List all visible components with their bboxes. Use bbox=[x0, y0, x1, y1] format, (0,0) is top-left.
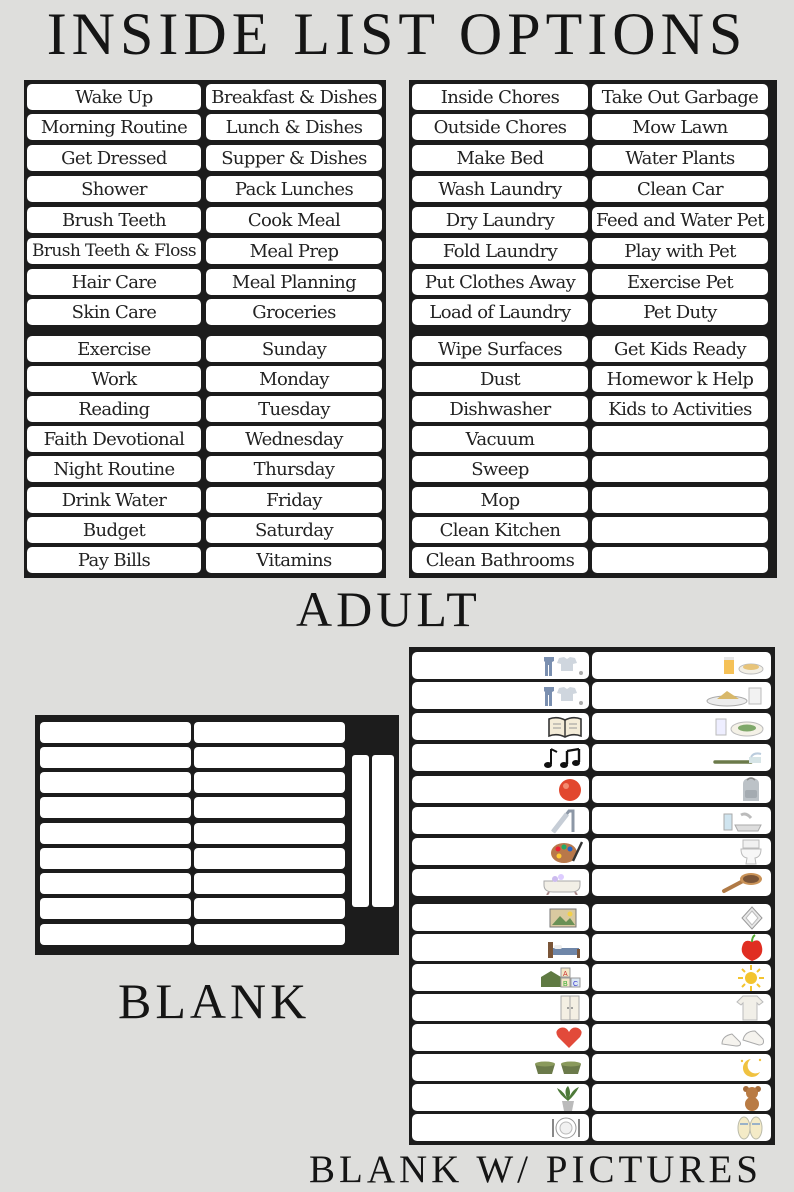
list-strip bbox=[592, 366, 768, 392]
list-strip-label: Wash Laundry bbox=[438, 178, 562, 200]
list-strip bbox=[412, 487, 588, 513]
picture-strip bbox=[412, 1024, 589, 1051]
list-strip bbox=[206, 336, 382, 362]
list-strip-label: Fold Laundry bbox=[442, 240, 558, 262]
picture-strip bbox=[412, 713, 589, 740]
list-strip-label: Take Out Garbage bbox=[601, 86, 759, 108]
list-strip-label: Budget bbox=[82, 519, 146, 541]
list-strip bbox=[592, 114, 768, 140]
list-strip bbox=[412, 299, 588, 325]
paint-palette-icon bbox=[549, 839, 583, 865]
list-strip-label: Play with Pet bbox=[624, 240, 736, 262]
picture-strip bbox=[592, 1084, 771, 1111]
list-strip-label: Reading bbox=[78, 398, 150, 420]
list-strip-label: Mow Lawn bbox=[632, 116, 728, 138]
list-strip bbox=[412, 207, 588, 233]
ball-icon bbox=[557, 777, 583, 803]
list-strip-label: Put Clothes Away bbox=[424, 271, 576, 293]
list-strip-label: Load of Laundry bbox=[429, 301, 571, 323]
blank-strip bbox=[40, 797, 191, 818]
list-strip bbox=[206, 366, 382, 392]
book-icon bbox=[547, 715, 583, 739]
blank-strip bbox=[194, 848, 345, 869]
blank-strip bbox=[194, 722, 345, 743]
list-strip bbox=[412, 176, 588, 202]
list-strip bbox=[592, 176, 768, 202]
picture-strip bbox=[592, 904, 771, 931]
dinner-icon bbox=[713, 716, 765, 738]
list-strip bbox=[592, 145, 768, 171]
blank-strip bbox=[194, 898, 345, 919]
list-strip-label: Meal Prep bbox=[249, 240, 339, 262]
shoes-icon bbox=[719, 1026, 765, 1050]
blank-strip bbox=[194, 797, 345, 818]
picture-strip bbox=[592, 713, 771, 740]
sun-icon bbox=[737, 964, 765, 991]
list-strip bbox=[206, 145, 382, 171]
list-strip-label: Kids to Activities bbox=[608, 398, 752, 420]
clothes-icon bbox=[541, 655, 583, 677]
list-strip bbox=[206, 114, 382, 140]
blank-strip bbox=[194, 772, 345, 793]
list-strip bbox=[27, 84, 201, 110]
list-strip-label: Dust bbox=[479, 368, 521, 390]
list-strip-label: Cook Meal bbox=[247, 209, 341, 231]
list-strip bbox=[27, 145, 201, 171]
list-strip bbox=[412, 114, 588, 140]
list-strip-label: Inside Chores bbox=[440, 86, 560, 108]
list-strip-label: Exercise bbox=[77, 338, 151, 360]
closet-icon bbox=[557, 994, 583, 1021]
list-strip-label: Water Plants bbox=[625, 147, 735, 169]
blank-strip bbox=[40, 873, 191, 894]
list-strip bbox=[27, 238, 201, 264]
apple-icon bbox=[739, 934, 765, 961]
blank-strip bbox=[40, 747, 191, 768]
picture-strip bbox=[412, 934, 589, 961]
blank-strip bbox=[40, 924, 191, 945]
list-strip bbox=[412, 366, 588, 392]
list-strip bbox=[592, 207, 768, 233]
list-strip-label: Faith Devotional bbox=[43, 428, 185, 450]
picture-strip bbox=[412, 1054, 589, 1081]
list-strip bbox=[592, 456, 768, 482]
teddy-bear-icon bbox=[739, 1084, 765, 1111]
list-strip bbox=[592, 269, 768, 295]
list-strip bbox=[27, 456, 201, 482]
list-strip bbox=[27, 426, 201, 452]
list-strip-label: Clean Kitchen bbox=[439, 519, 561, 541]
list-strip bbox=[412, 456, 588, 482]
table-setting-icon bbox=[549, 1115, 583, 1141]
list-strip bbox=[206, 84, 382, 110]
blank-strip bbox=[194, 823, 345, 844]
blank-vertical-strip bbox=[352, 755, 369, 907]
picture-strip bbox=[592, 1054, 771, 1081]
picture-strip bbox=[592, 776, 771, 803]
blocks-icon bbox=[539, 965, 583, 991]
list-strip bbox=[27, 299, 201, 325]
list-strip-label: Hair Care bbox=[71, 271, 157, 293]
list-strip-label: Lunch & Dishes bbox=[225, 116, 363, 138]
list-strip bbox=[206, 299, 382, 325]
list-strip bbox=[206, 547, 382, 573]
list-strip-label: Tuesday bbox=[258, 398, 330, 420]
list-strip-label: Supper & Dishes bbox=[221, 147, 367, 169]
list-strip-label: Pet Duty bbox=[643, 301, 717, 323]
picture-strip bbox=[412, 964, 589, 991]
list-strip-label: Vacuum bbox=[465, 428, 535, 450]
list-strip bbox=[206, 517, 382, 543]
svg-text:C: C bbox=[573, 980, 579, 988]
list-strip bbox=[27, 114, 201, 140]
list-strip bbox=[412, 84, 588, 110]
list-strip-label: Pack Lunches bbox=[234, 178, 354, 200]
list-strip bbox=[27, 176, 201, 202]
list-strip-label: Wipe Surfaces bbox=[438, 338, 562, 360]
picture-strip bbox=[592, 838, 771, 865]
list-strip bbox=[27, 547, 201, 573]
list-strip bbox=[412, 269, 588, 295]
picture-strip bbox=[412, 1084, 589, 1111]
picture-strip bbox=[412, 682, 589, 709]
list-strip-label: Outside Chores bbox=[433, 116, 567, 138]
blank-strip bbox=[40, 772, 191, 793]
blank-strip bbox=[40, 898, 191, 919]
picture-strip bbox=[412, 776, 589, 803]
list-strip bbox=[27, 269, 201, 295]
list-strip-label: Sweep bbox=[471, 458, 529, 480]
list-strip bbox=[206, 176, 382, 202]
list-strip bbox=[27, 336, 201, 362]
list-strip bbox=[206, 426, 382, 452]
picture-icon bbox=[547, 905, 583, 931]
blank-strip bbox=[40, 722, 191, 743]
picture-strip bbox=[592, 934, 771, 961]
list-strip bbox=[27, 396, 201, 422]
list-strip bbox=[412, 145, 588, 171]
list-strip bbox=[592, 517, 768, 543]
list-strip-label: Pay Bills bbox=[77, 549, 151, 571]
clothes-icon bbox=[541, 685, 583, 707]
list-strip-label: Exercise Pet bbox=[627, 271, 733, 293]
list-strip-label: Feed and Water Pet bbox=[596, 209, 764, 231]
list-strip-label: Sunday bbox=[261, 338, 327, 360]
list-strip-label: Drink Water bbox=[61, 489, 167, 511]
heart-icon bbox=[555, 1026, 583, 1050]
blank-strip bbox=[194, 873, 345, 894]
list-strip-label: Wednesday bbox=[245, 428, 343, 450]
moon-icon bbox=[735, 1055, 765, 1081]
list-strip-label: Clean Bathrooms bbox=[425, 549, 575, 571]
picture-strip bbox=[412, 904, 589, 931]
picture-strip bbox=[592, 1114, 771, 1141]
list-strip-label: Saturday bbox=[254, 519, 334, 541]
toilet-icon bbox=[737, 838, 765, 865]
adult-label: ADULT bbox=[296, 581, 481, 637]
list-strip bbox=[206, 396, 382, 422]
picture-strip bbox=[592, 964, 771, 991]
soap-icon bbox=[739, 905, 765, 931]
list-strip-label: Thursday bbox=[253, 458, 335, 480]
list-strip-label: Wake Up bbox=[75, 86, 153, 108]
list-strip bbox=[592, 84, 768, 110]
blank-strip bbox=[40, 823, 191, 844]
list-strip bbox=[206, 207, 382, 233]
list-strip bbox=[206, 238, 382, 264]
backpack-icon bbox=[737, 776, 765, 803]
list-strip-label: Breakfast & Dishes bbox=[211, 86, 377, 108]
list-strip bbox=[206, 456, 382, 482]
picture-strip bbox=[412, 869, 589, 896]
list-strip-label: Get Dressed bbox=[61, 147, 167, 169]
bathtub-icon bbox=[541, 871, 583, 895]
list-strip bbox=[412, 396, 588, 422]
picture-strip bbox=[412, 994, 589, 1021]
blank-strip bbox=[194, 747, 345, 768]
blank-label: BLANK bbox=[118, 973, 311, 1029]
list-strip-label: Skin Care bbox=[71, 301, 157, 323]
list-strip bbox=[206, 269, 382, 295]
list-strip-label: Work bbox=[91, 368, 137, 390]
music-notes-icon bbox=[543, 745, 583, 771]
page-title: INSIDE LIST OPTIONS bbox=[46, 1, 748, 67]
list-strip-label: Night Routine bbox=[53, 458, 175, 480]
list-strip-label: Meal Planning bbox=[231, 271, 357, 293]
list-strip-label: Get Kids Ready bbox=[614, 338, 746, 360]
picture-strip bbox=[592, 682, 771, 709]
list-strip-label: Brush Teeth bbox=[61, 209, 167, 231]
toothbrush-icon bbox=[713, 749, 765, 767]
list-strip-label: Make Bed bbox=[456, 147, 544, 169]
breakfast-icon bbox=[721, 655, 765, 677]
list-strip-label: Dry Laundry bbox=[445, 209, 555, 231]
slide-icon bbox=[549, 808, 583, 834]
list-strip-label: Shower bbox=[81, 178, 147, 200]
list-strip bbox=[592, 487, 768, 513]
pet-bowls-icon bbox=[533, 1058, 583, 1078]
list-strip bbox=[412, 238, 588, 264]
picture-strip bbox=[412, 1114, 589, 1141]
list-strip-label: Groceries bbox=[252, 301, 336, 323]
hand-wash-icon bbox=[721, 809, 765, 833]
picture-strip bbox=[592, 1024, 771, 1051]
blank-vertical-strip bbox=[372, 755, 394, 907]
list-strip-label: Brush Teeth & Floss bbox=[31, 241, 197, 261]
list-strip bbox=[592, 336, 768, 362]
svg-text:B: B bbox=[563, 980, 568, 988]
list-strip-label: Monday bbox=[259, 368, 329, 390]
list-strip bbox=[412, 336, 588, 362]
list-strip bbox=[592, 426, 768, 452]
picture-strip bbox=[592, 744, 771, 771]
hairbrush-icon bbox=[721, 871, 765, 895]
lunch-icon bbox=[705, 685, 765, 707]
blank-strip bbox=[194, 924, 345, 945]
list-strip bbox=[592, 396, 768, 422]
list-strip-label: Homewor k Help bbox=[606, 368, 754, 390]
slippers-icon bbox=[735, 1114, 765, 1141]
picture-strip bbox=[592, 807, 771, 834]
picture-strip bbox=[592, 652, 771, 679]
picture-strip bbox=[592, 994, 771, 1021]
picture-strip bbox=[412, 807, 589, 834]
list-strip-label: Dishwasher bbox=[449, 398, 551, 420]
list-strip bbox=[206, 487, 382, 513]
list-strip-label: Clean Car bbox=[637, 178, 723, 200]
blank-pictures-label: BLANK W/ PICTURES bbox=[309, 1148, 762, 1191]
list-strip bbox=[412, 517, 588, 543]
picture-strip bbox=[412, 838, 589, 865]
list-strip bbox=[27, 366, 201, 392]
list-strip bbox=[592, 238, 768, 264]
list-strip bbox=[27, 207, 201, 233]
bed-icon bbox=[545, 936, 583, 960]
list-strip bbox=[592, 547, 768, 573]
plant-icon bbox=[553, 1084, 583, 1111]
list-strip bbox=[412, 426, 588, 452]
list-strip-label: Morning Routine bbox=[40, 116, 188, 138]
picture-strip bbox=[412, 744, 589, 771]
picture-strip bbox=[412, 652, 589, 679]
list-strip bbox=[592, 299, 768, 325]
pajamas-icon bbox=[735, 994, 765, 1021]
svg-text:A: A bbox=[563, 970, 568, 978]
list-strip bbox=[412, 547, 588, 573]
list-strip-label: Mop bbox=[480, 489, 520, 511]
blank-strip bbox=[40, 848, 191, 869]
list-strip bbox=[27, 487, 201, 513]
picture-strip bbox=[592, 869, 771, 896]
list-strip-label: Friday bbox=[266, 489, 322, 511]
list-strip bbox=[27, 517, 201, 543]
list-strip-label: Vitamins bbox=[256, 549, 332, 571]
